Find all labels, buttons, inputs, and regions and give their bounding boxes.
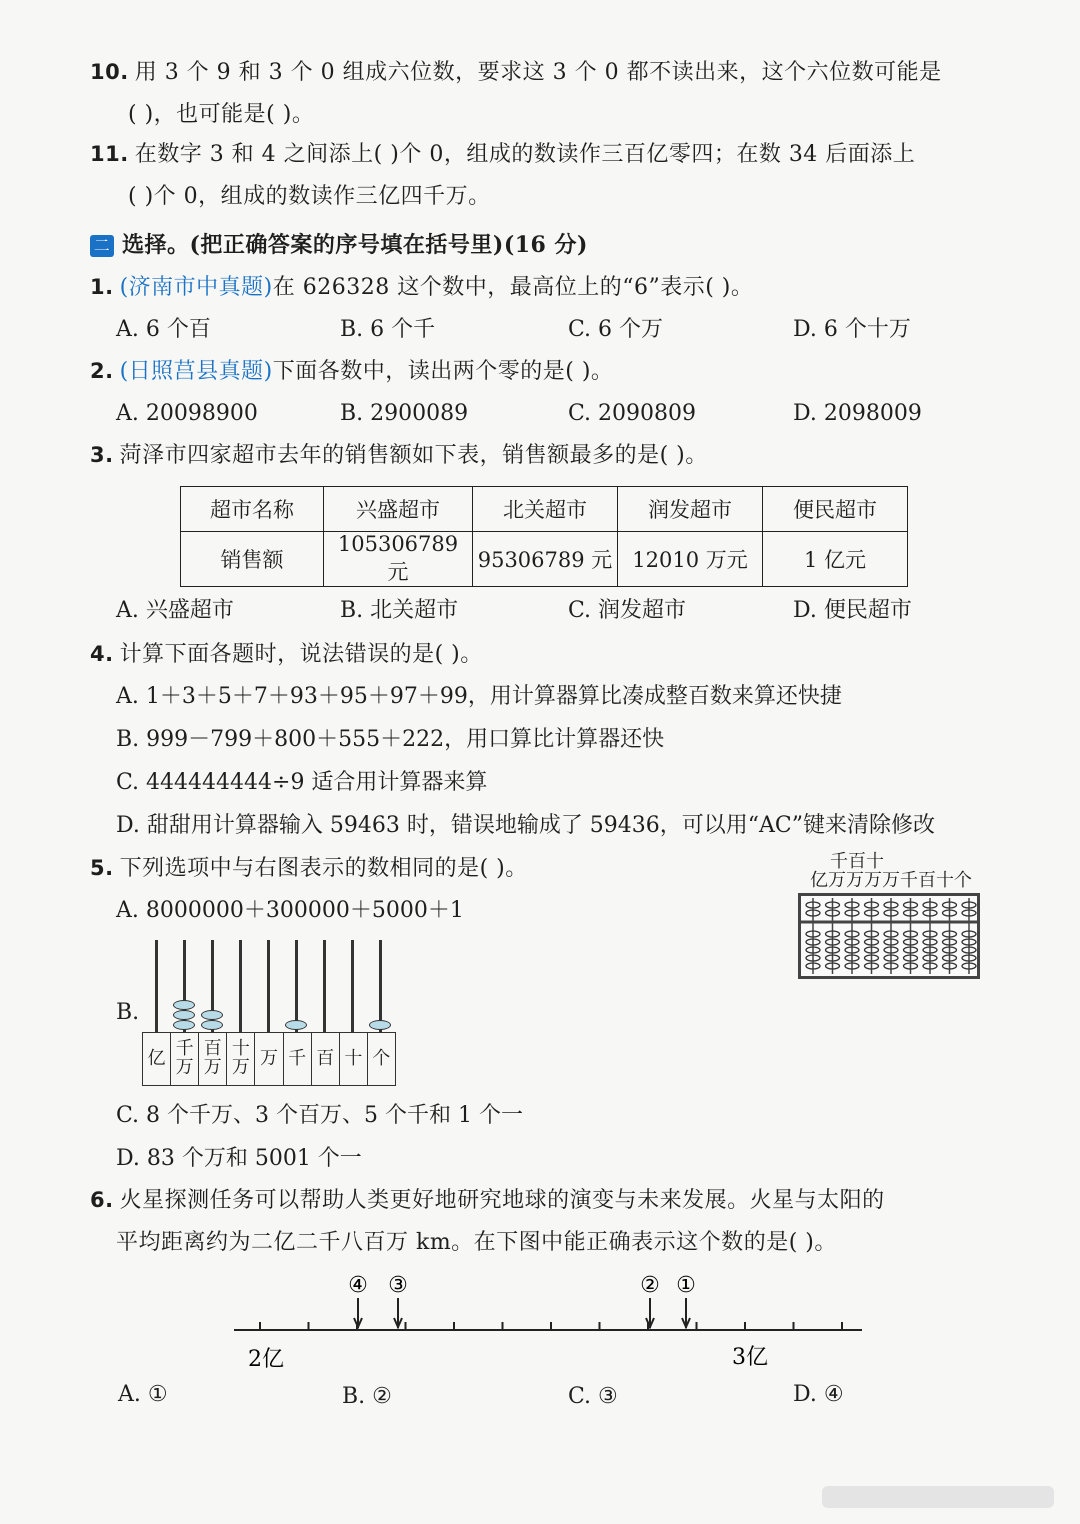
q6-option-d: D. ④ <box>793 1382 844 1407</box>
place-char: 百 <box>316 1047 335 1069</box>
q5-stem <box>90 856 528 882</box>
q3-option-a: A. 兴盛超市 <box>116 598 234 623</box>
q5-option-b-label: B. <box>116 1000 140 1025</box>
q2-option-c: C. 2090809 <box>568 401 697 426</box>
number-line-marker-label: ④ <box>348 1273 368 1298</box>
sales-table-data-row <box>181 532 908 587</box>
q6-number: 6. <box>90 1188 114 1212</box>
q5-number: 5. <box>90 856 114 880</box>
section-number-icon: 二 <box>90 235 114 257</box>
abacus-bead <box>285 1020 307 1030</box>
q3-number: 3. <box>90 443 114 467</box>
table-cell: 超市名称 <box>181 487 324 532</box>
section-header <box>90 232 588 259</box>
q10-line2: ( )，也可能是( )。 <box>128 102 315 127</box>
table-cell: 销售额 <box>181 532 324 587</box>
q10-number: 10. <box>90 60 129 84</box>
abacus-rod <box>239 940 242 1032</box>
table-cell: 便民超市 <box>763 487 908 532</box>
number-line <box>230 1270 870 1380</box>
sales-table <box>180 486 908 587</box>
q11-text: 在数字 3 和 4 之间添上( )个 0，组成的数读作三百亿零四；在数 34 后面添上 <box>134 142 916 167</box>
q4-number: 4. <box>90 642 114 666</box>
abacus-bead <box>201 1010 223 1020</box>
table-cell: 105306789 元 <box>324 532 473 587</box>
sales-table-header-row <box>181 487 908 532</box>
place-cell <box>255 1033 283 1085</box>
axis-label-3yi: 3亿 <box>732 1345 768 1370</box>
place-char: 十 <box>344 1047 363 1069</box>
q4-option-a: A. 1＋3＋5＋7＋93＋95＋97＋99，用计算器算比凑成整百数来算还快捷 <box>116 684 842 709</box>
q5-option-d: D. 83 个万和 5001 个一 <box>116 1146 362 1171</box>
q1-text: 在 626328 这个数中，最高位上的“6”表示( )。 <box>272 275 754 300</box>
q5-text: 下列选项中与右图表示的数相同的是( )。 <box>119 856 528 881</box>
place-cell <box>284 1033 312 1085</box>
place-char: 十 <box>231 1038 250 1060</box>
q11-line1 <box>90 142 915 168</box>
q11-number: 11. <box>90 142 129 166</box>
q4-text: 计算下面各题时，说法错误的是( )。 <box>119 642 483 667</box>
q10-line1 <box>90 60 942 86</box>
number-line-marker-label: ① <box>676 1273 696 1298</box>
abacus-bead <box>173 1000 195 1010</box>
place-cell <box>227 1033 255 1085</box>
abacus-rod <box>295 940 298 1032</box>
q2-text: 下面各数中，读出两个零的是( )。 <box>272 359 614 384</box>
abacus-rod <box>155 940 158 1032</box>
option-b-abacus <box>142 940 396 1090</box>
table-cell: 12010 万元 <box>618 532 763 587</box>
small-abacus-labels <box>810 853 972 891</box>
abacus-bead <box>173 1010 195 1020</box>
number-line-marker-label: ③ <box>388 1273 408 1298</box>
q1-source: (济南市中真题) <box>119 275 273 300</box>
q1-option-c: C. 6 个万 <box>568 317 664 342</box>
abacus-rod <box>323 940 326 1032</box>
q5-option-a: A. 8000000＋300000＋5000＋1 <box>116 898 464 923</box>
q1-number: 1. <box>90 275 114 299</box>
q6-option-a: A. ① <box>118 1382 168 1407</box>
table-cell: 1 亿元 <box>763 532 908 587</box>
place-cell <box>143 1033 171 1085</box>
place-value-row <box>142 1032 396 1086</box>
abacus-rod <box>351 940 354 1032</box>
watermark-bar <box>822 1486 1054 1508</box>
section-title: 选择。(把正确答案的序号填在括号里)(16 分) <box>122 232 588 258</box>
place-char: 万 <box>231 1057 250 1078</box>
abacus-bead <box>201 1020 223 1030</box>
q4-stem <box>90 642 483 668</box>
q2-option-d: D. 2098009 <box>793 401 922 426</box>
q6-line1 <box>90 1188 885 1214</box>
number-line-marker-label: ② <box>640 1273 660 1298</box>
axis-label-2yi: 2亿 <box>248 1347 284 1372</box>
q10-text: 用 3 个 9 和 3 个 0 组成六位数，要求这 3 个 0 都不读出来，这个六位数可能是 <box>134 60 942 85</box>
place-cell <box>340 1033 368 1085</box>
small-abacus-svg <box>801 896 977 976</box>
abacus-bead <box>173 1020 195 1030</box>
q3-stem <box>90 443 708 469</box>
place-char: 千 <box>175 1038 194 1060</box>
place-cell <box>368 1033 395 1085</box>
q2-option-a: A. 20098900 <box>116 401 258 426</box>
small-abacus-label-bottom: 亿万万万万千百十个 <box>810 869 972 891</box>
q2-source: (日照莒县真题) <box>119 359 273 384</box>
abacus-bead <box>369 1020 391 1030</box>
q1-option-a: A. 6 个百 <box>116 317 211 342</box>
q2-number: 2. <box>90 359 114 383</box>
q4-option-d: D. 甜甜用计算器输入 59463 时，错误地输成了 59436，可以用“AC”键来清除修改 <box>116 813 936 838</box>
place-char: 千 <box>288 1047 307 1069</box>
q4-option-b: B. 999－799＋800＋555＋222，用口算比计算器还快 <box>116 727 665 752</box>
place-cell <box>171 1033 199 1085</box>
table-cell: 兴盛超市 <box>324 487 473 532</box>
abacus-rod <box>379 940 382 1032</box>
q1-stem <box>90 275 753 301</box>
q6-option-b: B. ② <box>342 1384 392 1409</box>
q6-text-1: 火星探测任务可以帮助人类更好地研究地球的演变与未来发展。火星与太阳的 <box>119 1188 885 1213</box>
place-char: 个 <box>372 1047 391 1069</box>
place-char: 万 <box>175 1057 194 1078</box>
table-cell: 润发超市 <box>618 487 763 532</box>
q1-option-b: B. 6 个千 <box>340 317 436 342</box>
small-abacus-label-top: 千百十 <box>830 851 884 872</box>
place-char: 百 <box>203 1038 222 1060</box>
abacus-rod <box>267 940 270 1032</box>
q3-option-c: C. 润发超市 <box>568 598 687 623</box>
q11-line2: ( )个 0，组成的数读作三亿四千万。 <box>128 184 491 209</box>
q6-option-c: C. ③ <box>568 1384 618 1409</box>
q5-option-c: C. 8 个千万、3 个百万、5 个千和 1 个一 <box>116 1103 523 1128</box>
q1-option-d: D. 6 个十万 <box>793 317 911 342</box>
table-cell: 95306789 元 <box>473 532 618 587</box>
table-cell: 北关超市 <box>473 487 618 532</box>
small-abacus-figure <box>798 893 980 979</box>
q2-stem <box>90 359 613 385</box>
place-char: 万 <box>203 1057 222 1078</box>
q6-line2: 平均距离约为二亿二千八百万 km。在下图中能正确表示这个数的是( )。 <box>116 1230 837 1255</box>
place-char: 万 <box>259 1047 278 1069</box>
place-cell <box>312 1033 340 1085</box>
q3-option-b: B. 北关超市 <box>340 598 459 623</box>
q2-option-b: B. 2900089 <box>340 401 469 426</box>
q3-option-d: D. 便民超市 <box>793 598 912 623</box>
q4-option-c: C. 444444444÷9 适合用计算器来算 <box>116 770 488 795</box>
place-cell <box>199 1033 227 1085</box>
place-char: 亿 <box>147 1047 166 1069</box>
number-line-svg <box>230 1270 870 1380</box>
q3-text: 菏泽市四家超市去年的销售额如下表，销售额最多的是( )。 <box>119 443 708 468</box>
